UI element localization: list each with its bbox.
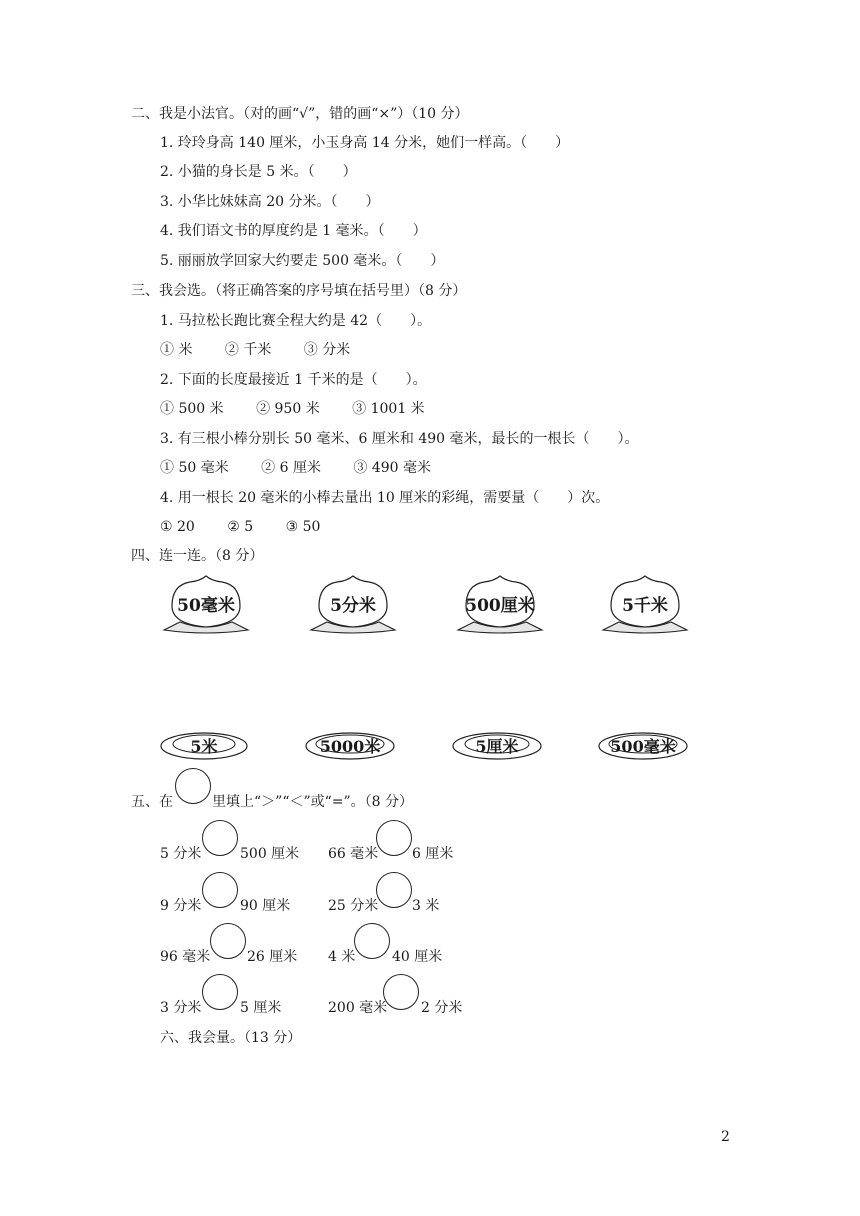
compare-4-left: 25 分米 (328, 898, 379, 914)
section-6-title: 六、我会量。（13 分） (160, 1030, 302, 1046)
plate-card-1 (159, 731, 249, 761)
section-4-title: 四、连一连。（8 分） (131, 548, 264, 564)
compare-5-right: 26 厘米 (247, 949, 298, 965)
compare-6-right: 40 厘米 (392, 949, 443, 965)
section-3-question-2: 2. 下面的长度最接近 1 千米的是（ ）。 (160, 372, 427, 388)
section-5-title-end: 里填上“＞”“＜”或“=”。（8 分） (212, 794, 414, 810)
section-3-question-2-options: ① 500 米 ② 950 米 ③ 1001 米 (160, 401, 425, 417)
compare-5-circle[interactable] (210, 923, 246, 959)
section-5-title-start: 五、在 (131, 794, 173, 810)
compare-8-circle[interactable] (383, 974, 419, 1010)
plate-label-2: 5000米 (319, 737, 381, 756)
section-2-item-2: 2. 小猫的身长是 5 米。（ ） (160, 164, 357, 180)
compare-2-right: 6 厘米 (412, 846, 454, 862)
compare-3-circle[interactable] (202, 872, 238, 908)
section-2-item-3: 3. 小华比妹妹高 20 分米。（ ） (160, 194, 380, 210)
compare-7-left: 3 分米 (160, 1000, 202, 1016)
compare-1-right: 500 厘米 (240, 846, 300, 862)
section-3-question-3: 3. 有三根小棒分别长 50 毫米、6 厘米和 490 毫米，最长的一根长（ ）。 (160, 431, 639, 447)
section-3-question-1-options: ① 米 ② 千米 ③ 分米 (160, 342, 351, 358)
peach-label-3: 500厘米 (465, 596, 535, 616)
compare-8-left: 200 毫米 (328, 1000, 388, 1016)
peach-card-4 (601, 572, 689, 634)
section-3-title: 三、我会选。（将正确答案的序号填在括号里）（8 分） (131, 283, 467, 299)
compare-7-circle[interactable] (202, 974, 238, 1010)
peach-label-2: 5分米 (330, 596, 376, 616)
peach-label-4: 5千米 (622, 596, 668, 616)
compare-7-right: 5 厘米 (240, 1000, 282, 1016)
plate-label-4: 500毫米 (610, 737, 676, 756)
compare-8-right: 2 分米 (421, 1000, 463, 1016)
page-number: 2 (721, 1129, 730, 1145)
peach-card-2 (309, 572, 397, 634)
plate-label-1: 5米 (190, 737, 218, 756)
section-2-title: 二、我是小法官。（对的画“√”，错的画“×”）（10 分） (131, 106, 469, 122)
section-2-item-4: 4. 我们语文书的厚度约是 1 毫米。（ ） (160, 223, 427, 239)
section-3-question-1: 1. 马拉松长跑比赛全程大约是 42（ ）。 (160, 313, 432, 329)
compare-3-right: 90 厘米 (240, 898, 291, 914)
compare-5-left: 96 毫米 (160, 949, 211, 965)
compare-2-circle[interactable] (376, 820, 412, 856)
section-3-question-4: 4. 用一根长 20 毫米的小棒去量出 10 厘米的彩绳，需要量（ ）次。 (160, 490, 610, 506)
plate-card-2 (304, 731, 396, 761)
compare-3-left: 9 分米 (160, 898, 202, 914)
section-2-item-1: 1. 玲玲身高 140 厘米，小玉身高 14 分米，她们一样高。（ ） (160, 135, 570, 151)
section-3-question-4-options: ① 20 ② 5 ③ 50 (160, 519, 321, 535)
compare-4-right: 3 米 (412, 898, 440, 914)
compare-6-left: 4 米 (328, 949, 356, 965)
section-2-item-5: 5. 丽丽放学回家大约要走 500 毫米。（ ） (160, 253, 445, 269)
section-3-question-3-options: ① 50 毫米 ② 6 厘米 ③ 490 毫米 (160, 460, 432, 476)
answer-circle-example (175, 768, 211, 804)
peach-label-1: 50毫米 (177, 596, 235, 616)
plate-label-3: 5厘米 (475, 737, 519, 756)
peach-card-1 (162, 572, 250, 634)
compare-2-left: 66 毫米 (328, 846, 379, 862)
compare-6-circle[interactable] (354, 923, 390, 959)
compare-1-left: 5 分米 (160, 846, 202, 862)
plate-card-3 (451, 731, 543, 761)
peach-card-3 (456, 572, 544, 634)
compare-1-circle[interactable] (202, 820, 238, 856)
compare-4-circle[interactable] (376, 872, 412, 908)
plate-card-4 (597, 731, 689, 761)
